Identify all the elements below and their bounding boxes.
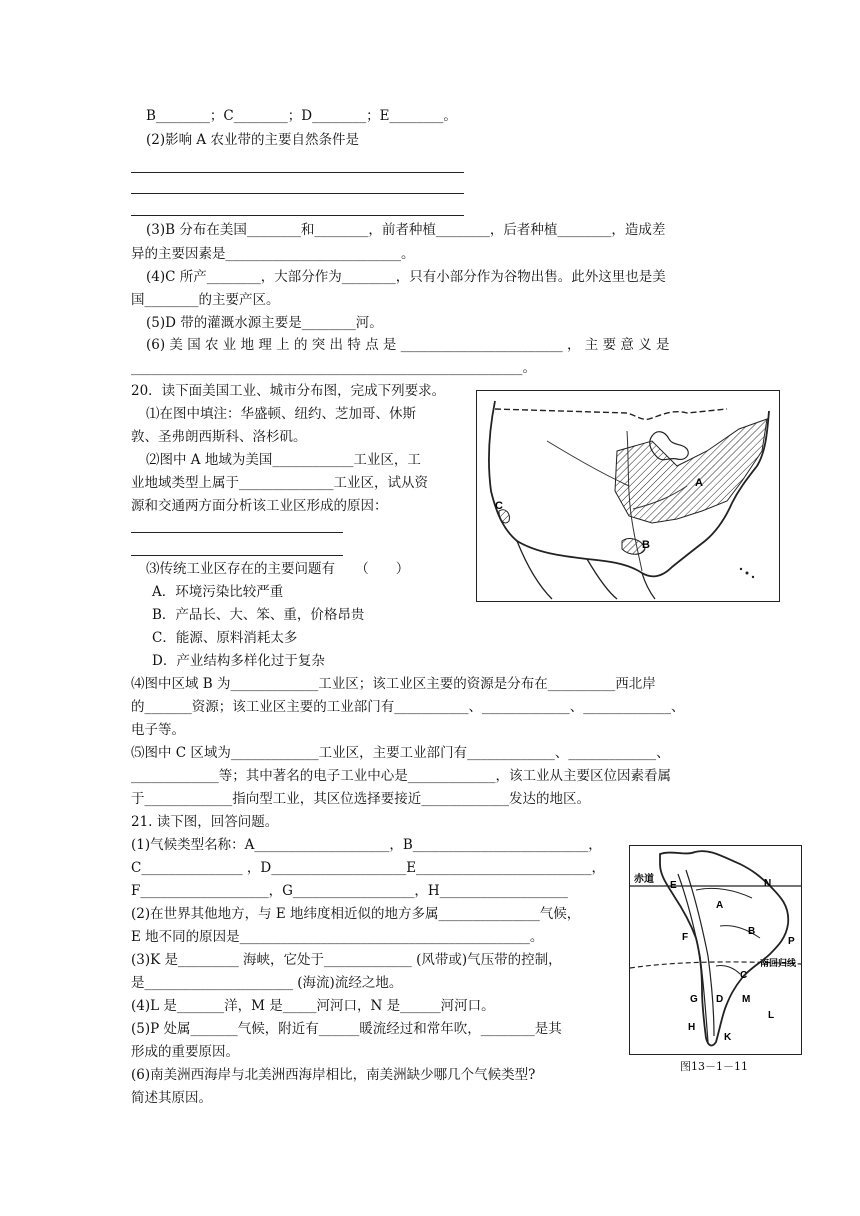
map-label-f: F (682, 932, 689, 943)
map-label-m: M (742, 994, 751, 1005)
q21-part2-cont: E 地不同的原因是___________________________________________。 (131, 929, 544, 945)
q20-part5-cont2: 于_____________指向型工业，其区位选择要接近_____________发达的地区。 (131, 791, 590, 807)
map-label-n: N (764, 878, 772, 889)
q20-part2-cont: 业地域类型上属于______________工业区，试从资 (131, 475, 428, 491)
map-label-h: H (688, 1022, 696, 1033)
q20-option-a[interactable]: A．环境污染比较严重 (152, 584, 284, 600)
q19-part6-cont: __________________________________________________________。 (131, 360, 536, 376)
q21-part6-cont: 简述其原因。 (131, 1090, 212, 1106)
figure-caption: 图13－1－11 (680, 1060, 748, 1073)
us-industry-map (476, 390, 780, 602)
q20-part1: ⑴在图中填注：华盛顿、纽约、芝加哥、休斯 (146, 406, 416, 422)
q20-option-c[interactable]: C．能源、原料消耗太多 (152, 630, 298, 646)
q21-part5-cont: 形成的重要原因。 (131, 1044, 239, 1060)
q21-part3: (3)K 是_________ 海峡，它处于_____________ (风带或)气压带的控制， (131, 952, 562, 968)
map-label-c: C (740, 970, 748, 981)
q20-part5: ⑸图中 C 区域为_____________工业区，主要工业部门有_____________、_____________、 (131, 745, 670, 761)
map-label-a: A (716, 900, 724, 911)
tropic-label: 南回归线 (760, 958, 797, 968)
q20-part2: ⑵图中 A 地域为美国____________工业区，工 (146, 452, 421, 468)
q21-part1-cont: C_______________ ，D____________________E__________________________， (131, 860, 606, 876)
q21-title: 21. 读下图，回答问题。 (131, 814, 279, 830)
q19-line1: B________；C________；D________；E________。 (146, 108, 457, 124)
q21-part1: (1)气候类型名称：A____________________，B__________________________， (131, 837, 602, 853)
q20-part5-cont: _____________等；其中著名的电子工业中心是_____________，该工业从主要区位因素看属 (131, 768, 671, 784)
canada-border (495, 409, 727, 419)
q20-part4: ⑷图中区域 B 为_____________工业区；该工业区主要的资源是分布在__________西北岸 (131, 676, 656, 692)
map-label-k: K (724, 1032, 732, 1043)
q20-part4-cont: 的_______资源；该工业区主要的工业部门有___________、_____________、_____________、 (131, 699, 685, 715)
map-label-b: B (642, 539, 650, 551)
q19-part6: (6) 美 国 农 业 地 理 上 的 突 出 特 点 是 ________________________ ， 主 要 意 义 是 (146, 337, 670, 353)
q19-part3-cont: 异的主要因素是__________________________。 (131, 246, 415, 262)
q19-part5: (5)D 带的灌溉水源主要是________河。 (146, 315, 383, 331)
q20-part2-cont2: 源和交通两方面分析该工业区形成的原因： (131, 498, 388, 514)
map-label-c: C (495, 500, 503, 512)
map-label-l: L (768, 1010, 775, 1021)
q20-part1-cont: 敦、圣弗朗西斯科、洛杉矶。 (131, 429, 307, 445)
answer-line[interactable] (131, 193, 464, 194)
region-a (615, 419, 767, 523)
q20-part4-cont2: 电子等。 (131, 722, 185, 738)
map-label-e: E (670, 880, 677, 891)
q20-part3: ⑶传统工业区存在的主要问题有 （ ） (146, 561, 410, 577)
q21-part3-cont: 是______________________ (海流)流经之地。 (131, 975, 403, 991)
q19-part4-cont: 国________的主要产区。 (131, 292, 280, 308)
answer-line[interactable] (131, 215, 464, 216)
q21-part4: (4)L 是_______洋，M 是_____河河口，N 是______河河口。 (131, 998, 495, 1014)
map-label-p: P (788, 936, 795, 947)
south-america-map (629, 845, 802, 1055)
map-label-a: A (695, 477, 703, 489)
answer-line[interactable] (131, 172, 464, 173)
q20-option-d[interactable]: D．产业结构多样化过于复杂 (152, 653, 325, 669)
q21-part5: (5)P 处属_______气候，附近有______暖流经过和常年吹，________是其 (131, 1021, 562, 1037)
q19-part2: (2)影响 A 农业带的主要自然条件是 (146, 132, 359, 148)
q21-part1-cont2: F___________________，G__________________，H___________________ (131, 883, 568, 899)
q21-part2: (2)在世界其他地方，与 E 地纬度相近似的地方多属_______________气候， (131, 906, 581, 922)
q20-option-b[interactable]: B．产品长、大、笨、重，价格昂贵 (152, 607, 365, 623)
q20-title: 20．读下面美国工业、城市分布图，完成下列要求。 (131, 383, 446, 399)
map-label-b: B (748, 926, 756, 937)
q19-part4: (4)C 所产________，大部分作为________，只有小部分作为谷物出售。此外这里也是美 (146, 269, 666, 285)
map-label-g: G (690, 994, 698, 1005)
q21-part6: (6)南美洲西海岸与北美洲西海岸相比，南美洲缺少哪几个气候类型? (131, 1067, 536, 1083)
answer-line[interactable] (131, 555, 343, 556)
q19-part3: (3)B 分布在美国________和________，前者种植________，后者种植________，造成差 (146, 222, 666, 238)
map-label-d: D (716, 994, 724, 1005)
answer-line[interactable] (131, 532, 343, 533)
equator-label: 赤道 (634, 874, 654, 885)
